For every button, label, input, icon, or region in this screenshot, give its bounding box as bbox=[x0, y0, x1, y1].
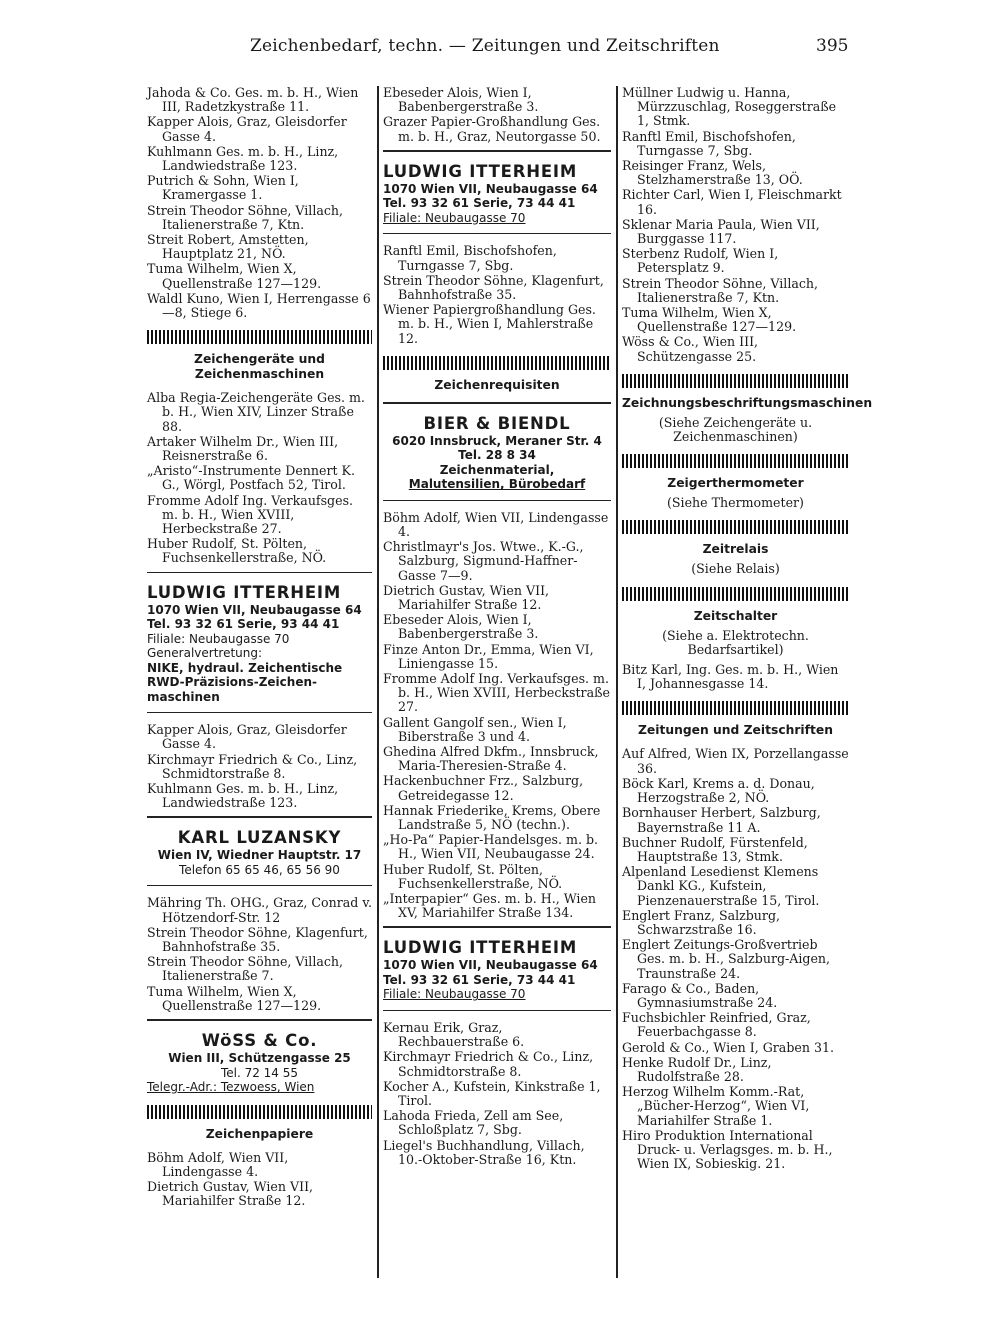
directory-entry: Fromme Adolf Ing. Verkaufsges. m. b. H., Wien XVIII, Herbeckstraße 27. bbox=[147, 492, 354, 537]
section-heading: Zeigerthermometer bbox=[667, 476, 804, 491]
directory-entry: „Aristo“-Instrumente Dennert K. G., Wörgl, Postfach 52, Tirol. bbox=[147, 463, 355, 493]
ad-branch: Filiale: Neubaugasse 70 bbox=[147, 631, 290, 646]
directory-entry: Henke Rudolf Dr., Linz, Rudolfstraße 28. bbox=[622, 1054, 772, 1084]
directory-entry: Müllner Ludwig u. Hanna, Mürzzuschlag, Roseggerstraße 1, Stmk. bbox=[622, 85, 837, 129]
section-heading: Zeitschalter bbox=[693, 608, 778, 623]
directory-entry: Kernau Erik, Graz, Rechbauerstraße 6. bbox=[383, 1019, 525, 1050]
directory-entry: Kuhlmann Ges. m. b. H., Linz, Landwiedstraße 123. bbox=[147, 143, 339, 174]
directory-entry: Tuma Wilhelm, Wien X, Quellenstraße 127—129. bbox=[147, 983, 322, 1013]
directory-entry: Richter Carl, Wien I, Fleischmarkt 16. bbox=[622, 187, 842, 217]
directory-entry: Englert Zeitungs-Großvertrieb Ges. m. b. H., Salzburg-Aigen, Traunstraße 24. bbox=[622, 937, 831, 981]
entry-list bbox=[147, 723, 372, 810]
directory-entry: Ebeseder Alois, Wien I, Babenbergerstraße 3. bbox=[383, 612, 539, 642]
directory-entry: Liegel's Buchhandlung, Villach, 10.-Oktober-Straße 16, Ktn. bbox=[383, 1137, 585, 1167]
ad-branch: Filiale: Neubaugasse 70 bbox=[383, 210, 526, 225]
directory-entry: Bornhauser Herbert, Salzburg, Bayernstraße 11 A. bbox=[622, 805, 821, 835]
entry-list bbox=[622, 747, 849, 1171]
entry-list bbox=[147, 1151, 372, 1209]
directory-entry: Lahoda Frieda, Zell am See, Schloßplatz 7, Sbg. bbox=[383, 1108, 564, 1138]
ad-address: Wien III, Schützengasse 25 bbox=[168, 1051, 351, 1066]
ad-rule bbox=[147, 1019, 372, 1021]
ad-product-line: Zeichenmaterial, bbox=[439, 462, 555, 477]
ad-address: 1070 Wien VII, Neubaugasse 64 bbox=[147, 602, 362, 617]
directory-entry: Finze Anton Dr., Emma, Wien VI, Liniengasse 15. bbox=[383, 641, 594, 671]
entry-list bbox=[622, 663, 849, 691]
directory-entry: Strein Theodor Söhne, Villach, Italienerstraße 7, Ktn. bbox=[147, 202, 344, 232]
ad-representation-line: RWD-Präzisions-Zeichen- bbox=[147, 675, 317, 690]
directory-entry: Hackenbuchner Frz., Salzburg, Getreidegasse 12. bbox=[383, 773, 584, 803]
directory-entry: Strein Theodor Söhne, Villach, Italienerstraße 7. bbox=[147, 954, 344, 984]
section-heading: Zeichengeräte und Zeichenmaschinen bbox=[194, 352, 325, 382]
cross-reference: (Siehe a. Elektrotechn. Bedarfsartikel) bbox=[662, 627, 809, 657]
ad-representation-label: Generalvertretung: bbox=[147, 646, 263, 661]
directory-entry: Artaker Wilhelm Dr., Wien III, Reisnerstraße 6. bbox=[147, 433, 339, 464]
ad-rule bbox=[147, 816, 372, 818]
directory-entry: Fromme Adolf Ing. Verkaufsges. m. b. H., Wien XVIII, Herbeckstraße 27. bbox=[383, 670, 610, 715]
directory-entry: Dietrich Gustav, Wien VII, Mariahilfer Straße 12. bbox=[383, 582, 550, 612]
directory-entry: Putrich & Sohn, Wien I, Kramergasse 1. bbox=[147, 173, 299, 203]
directory-entry: Ghedina Alfred Dkfm., Innsbruck, Maria-Theresien-Straße 4. bbox=[383, 743, 599, 774]
ad-product-line: Malutensilien, Bürobedarf bbox=[408, 477, 586, 492]
ad-company-name: BIER & BIENDL bbox=[423, 413, 571, 433]
directory-entry: Kocher A., Kufstein, Kinkstraße 1, Tirol. bbox=[383, 1078, 601, 1108]
page-number: 395 bbox=[816, 36, 849, 56]
directory-entry: Dietrich Gustav, Wien VII, Mariahilfer Straße 12. bbox=[147, 1178, 314, 1209]
directory-entry: Jahoda & Co. Ges. m. b. H., Wien III, Radetzkystraße 11. bbox=[147, 85, 359, 115]
directory-entry: Alpenland Lesedienst Klemens Dankl KG., Kufstein, Pienzenauerstraße 15, Tirol. bbox=[622, 864, 820, 908]
directory-entry: Fuchsbichler Reinfried, Graz, Feuerbachgasse 8. bbox=[622, 1010, 811, 1040]
directory-entry: Böhm Adolf, Wien VII, Lindengasse 4. bbox=[147, 1149, 289, 1179]
section-divider bbox=[622, 587, 849, 601]
running-title: Zeichenbedarf, techn. — Zeitungen und Zeitschriften bbox=[250, 36, 720, 56]
ad-address: 1070 Wien VII, Neubaugasse 64 bbox=[383, 958, 598, 973]
advertisement-itterheim bbox=[383, 162, 611, 226]
directory-entry: Strein Theodor Söhne, Villach, Italienerstraße 7, Ktn. bbox=[622, 275, 819, 305]
advertisement-luzansky bbox=[147, 828, 372, 877]
ad-rule bbox=[383, 402, 611, 404]
ad-company-name: LUDWIG ITTERHEIM bbox=[383, 161, 578, 181]
ad-rule bbox=[383, 1010, 611, 1011]
directory-entry: Streit Robert, Amstetten, Hauptplatz 21, NÖ. bbox=[147, 232, 309, 262]
ad-rule bbox=[383, 500, 611, 501]
directory-entry: Huber Rudolf, St. Pölten, Fuchsenkellerstraße, NÖ. bbox=[147, 536, 327, 566]
ad-telegram-address: Telegr.-Adr.: Tezwoess, Wien bbox=[147, 1080, 315, 1095]
ad-rule bbox=[147, 712, 372, 713]
ad-company-name: KARL LUZANSKY bbox=[177, 828, 342, 848]
directory-entry: Kirchmayr Friedrich & Co., Linz, Schmidtorstraße 8. bbox=[147, 751, 358, 781]
ad-company-name: LUDWIG ITTERHEIM bbox=[383, 938, 578, 958]
directory-entry: Strein Theodor Söhne, Klagenfurt, Bahnhofstraße 35. bbox=[147, 924, 368, 955]
directory-entry: Alba Regia-Zeichengeräte Ges. m. b. H., Wien XIV, Linzer Straße 88. bbox=[147, 390, 365, 434]
directory-entry: Hiro Produktion International Druck- u. Verlagsges. m. b. H., Wien IX, Sobieskig. 21. bbox=[622, 1127, 833, 1172]
ad-branch: Filiale: Neubaugasse 70 bbox=[383, 987, 526, 1002]
entry-list bbox=[147, 391, 372, 565]
section-divider bbox=[147, 1105, 372, 1119]
directory-entry: Wiener Papiergroßhandlung Ges. m. b. H., Wien I, Mahlerstraße 12. bbox=[383, 302, 596, 346]
section-heading: Zeitungen und Zeitschriften bbox=[638, 723, 833, 738]
ad-address: 1070 Wien VII, Neubaugasse 64 bbox=[383, 181, 598, 196]
ad-telephone: Tel. 72 14 55 bbox=[220, 1065, 299, 1080]
directory-entry: Herzog Wilhelm Komm.-Rat, „Bücher-Herzog“, Wien VI, Mariahilfer Straße 1. bbox=[622, 1084, 810, 1128]
ad-rule bbox=[147, 572, 372, 573]
directory-entry: Farago & Co., Baden, Gymnasiumstraße 24. bbox=[622, 980, 778, 1010]
directory-entry: Hannak Friederike, Krems, Obere Landstraße 5, NÖ (techn.). bbox=[383, 802, 601, 832]
ad-telephone: Telefon 65 65 46, 65 56 90 bbox=[179, 862, 340, 877]
directory-entry: Strein Theodor Söhne, Klagenfurt, Bahnhofstraße 35. bbox=[383, 272, 604, 302]
ad-company-name: LUDWIG ITTERHEIM bbox=[147, 582, 342, 602]
ad-telephone: Tel. 93 32 61 Serie, 73 44 41 bbox=[383, 196, 576, 211]
directory-entry: Sklenar Maria Paula, Wien VII, Burggasse 117. bbox=[622, 216, 820, 247]
directory-entry: Englert Franz, Salzburg, Schwarzstraße 16. bbox=[622, 907, 781, 937]
section-divider bbox=[147, 330, 372, 344]
ad-rule bbox=[147, 885, 372, 886]
directory-entry: Huber Rudolf, St. Pölten, Fuchsenkellerstraße, NÖ. bbox=[383, 861, 563, 891]
cross-reference: (Siehe Relais) bbox=[691, 561, 780, 577]
directory-entry: Gerold & Co., Wien I, Graben 31. bbox=[622, 1039, 834, 1055]
entry-list bbox=[383, 1021, 611, 1167]
ad-representation-line: maschinen bbox=[147, 689, 220, 704]
directory-entry: Kirchmayr Friedrich & Co., Linz, Schmidtorstraße 8. bbox=[383, 1049, 594, 1079]
directory-entry: Gallent Gangolf sen., Wien I, Biberstraße 3 und 4. bbox=[383, 714, 567, 744]
section-divider bbox=[622, 374, 849, 388]
column-rule-right bbox=[616, 86, 618, 1278]
directory-entry: Tuma Wilhelm, Wien X, Quellenstraße 127—129. bbox=[147, 261, 322, 291]
column-1 bbox=[147, 86, 372, 1209]
entry-list bbox=[147, 86, 372, 320]
ad-company-name: WöSS & Co. bbox=[201, 1031, 318, 1051]
directory-entry: Waldl Kuno, Wien I, Herrengasse 6—8, Stiege 6. bbox=[147, 290, 371, 321]
directory-entry: „Ho-Pa“ Papier-Handelsges. m. b. H., Wien VII, Neubaugasse 24. bbox=[383, 832, 599, 862]
directory-entry: Auf Alfred, Wien IX, Porzellangasse 36. bbox=[622, 746, 849, 776]
ad-rule bbox=[383, 150, 611, 152]
directory-entry: Christlmayr's Jos. Wtwe., K.-G., Salzburg, Sigmund-Haffner-Gasse 7—9. bbox=[383, 539, 584, 583]
cross-reference: (Siehe Zeichengeräte u. Zeichenmaschinen) bbox=[658, 414, 813, 445]
directory-entry: „Interpapier“ Ges. m. b. H., Wien XV, Mariahilfer Straße 134. bbox=[383, 891, 597, 921]
directory-entry: Wöss & Co., Wien III, Schützengasse 25. bbox=[622, 334, 759, 364]
column-rule-left bbox=[377, 86, 379, 1278]
cross-reference: (Siehe Thermometer) bbox=[667, 495, 804, 511]
section-heading: Zeichenrequisiten bbox=[434, 377, 560, 392]
directory-entry: Ranftl Emil, Bischofshofen, Turngasse 7, Sbg. bbox=[622, 128, 796, 158]
section-heading: Zeitrelais bbox=[702, 542, 769, 557]
section-divider bbox=[622, 701, 849, 715]
ad-address: 6020 Innsbruck, Meraner Str. 4 bbox=[392, 433, 602, 448]
directory-entry: Ranftl Emil, Bischofshofen, Turngasse 7, Sbg. bbox=[383, 243, 557, 273]
advertisement-woess bbox=[147, 1031, 372, 1095]
directory-entry: Grazer Papier-Großhandlung Ges. m. b. H., Graz, Neutorgasse 50. bbox=[383, 114, 601, 144]
section-heading: Zeichnungsbeschriftungsmaschinen bbox=[622, 395, 873, 410]
advertisement-itterheim bbox=[383, 938, 611, 1002]
entry-list bbox=[383, 86, 611, 144]
ad-telephone: Tel. 28 8 34 bbox=[458, 448, 536, 463]
directory-entry: Bitz Karl, Ing. Ges. m. b. H., Wien I, Johannesgasse 14. bbox=[622, 662, 839, 692]
directory-entry: Reisinger Franz, Wels, Stelzhamerstraße 13, OÖ. bbox=[622, 158, 803, 188]
entry-list bbox=[147, 896, 372, 1013]
entry-list bbox=[622, 86, 849, 364]
ad-telephone: Tel. 93 32 61 Serie, 93 44 41 bbox=[147, 617, 340, 632]
column-2 bbox=[383, 86, 611, 1168]
ad-rule bbox=[383, 926, 611, 928]
directory-entry: Kuhlmann Ges. m. b. H., Linz, Landwiedstraße 123. bbox=[147, 781, 339, 811]
section-heading: Zeichenpapiere bbox=[205, 1126, 314, 1141]
entry-list bbox=[383, 244, 611, 345]
section-divider bbox=[622, 454, 849, 468]
entry-list bbox=[383, 511, 611, 921]
directory-entry: Kapper Alois, Graz, Gleisdorfer Gasse 4. bbox=[147, 114, 347, 144]
ad-address: Wien IV, Wiedner Hauptstr. 17 bbox=[157, 848, 362, 863]
section-divider bbox=[622, 520, 849, 534]
directory-entry: Ebeseder Alois, Wien I, Babenbergerstraße 3. bbox=[383, 85, 539, 115]
ad-telephone: Tel. 93 32 61 Serie, 73 44 41 bbox=[383, 972, 576, 987]
directory-entry: Böck Karl, Krems a. d. Donau, Herzogstraße 2, NÖ. bbox=[622, 775, 815, 806]
directory-entry: Böhm Adolf, Wien VII, Lindengasse 4. bbox=[383, 509, 609, 539]
advertisement-itterheim bbox=[147, 583, 372, 705]
directory-entry: Sterbenz Rudolf, Wien I, Petersplatz 9. bbox=[622, 246, 779, 276]
section-divider bbox=[383, 356, 611, 370]
directory-entry: Kapper Alois, Graz, Gleisdorfer Gasse 4. bbox=[147, 722, 347, 752]
ad-representation-line: NIKE, hydraul. Zeichentische bbox=[147, 660, 343, 675]
ad-rule bbox=[383, 233, 611, 234]
directory-entry: Tuma Wilhelm, Wien X, Quellenstraße 127—129. bbox=[622, 305, 797, 335]
advertisement-bier-biendl bbox=[383, 414, 611, 492]
page-header bbox=[0, 36, 986, 60]
directory-entry: Buchner Rudolf, Fürstenfeld, Hauptstraße 13, Stmk. bbox=[622, 834, 808, 864]
column-3 bbox=[622, 85, 873, 1172]
directory-entry: Mähring Th. OHG., Graz, Conrad v. Hötzendorf-Str. 12 bbox=[147, 895, 372, 925]
